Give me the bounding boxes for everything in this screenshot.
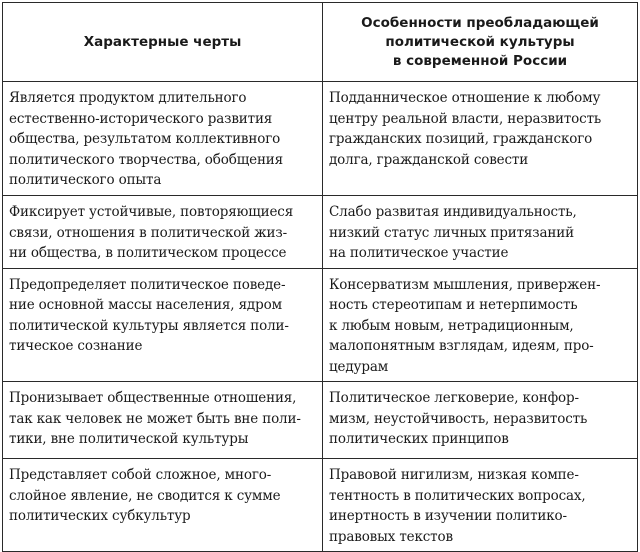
feature-cell: Фиксирует устойчивые, повторяющиеся связи, отношения в политической жиз- ни общества, в политическом процессе xyxy=(3,196,323,269)
table-row xyxy=(3,196,638,269)
feature-cell: Предопределяет политическое поведе- ние основной массы населения, ядром политической культуры является поли- тическое сознание xyxy=(3,268,323,382)
table-row xyxy=(3,382,638,459)
header-row xyxy=(3,3,638,82)
feature-cell: Представляет собой сложное, много- слойное явление, не сводится к сумме политических субкультур xyxy=(3,459,323,552)
russia-feature-cell: Консерватизм мышления, привержен- ность стереотипам и нетерпимость к любым новым, нетрадиционным, малопонятным взглядам, идеям, про- цедурам xyxy=(323,268,638,382)
russia-feature-cell: Правовой нигилизм, низкая компе- тентность в политических вопросах, инертность в изучении политико- правовых текстов xyxy=(323,459,638,552)
russia-feature-cell: Политическое легковерие, конфор- мизм, неустойчивость, неразвитость политических принципов xyxy=(323,382,638,459)
header-russian-political-culture: Особенности преобладающей политической культуры в современной России xyxy=(323,3,638,82)
russia-feature-cell: Подданническое отношение к любому центру реальной власти, неразвитость гражданских позиций, гражданского долга, гражданской совести xyxy=(323,82,638,196)
feature-cell: Пронизывает общественные отношения, так как человек не может быть вне поли- тики, вне политической культуры xyxy=(3,382,323,459)
comparison-table xyxy=(2,2,638,552)
table-row xyxy=(3,459,638,552)
table-row xyxy=(3,82,638,196)
header-characteristic-features: Характерные черты xyxy=(3,3,323,82)
feature-cell: Является продуктом длительного естественно-исторического развития общества, результатом коллективного политического творчества, обобщения политического опыта xyxy=(3,82,323,196)
russia-feature-cell: Слабо развитая индивидуальность, низкий статус личных притязаний на политическое участие xyxy=(323,196,638,269)
table-row xyxy=(3,268,638,382)
